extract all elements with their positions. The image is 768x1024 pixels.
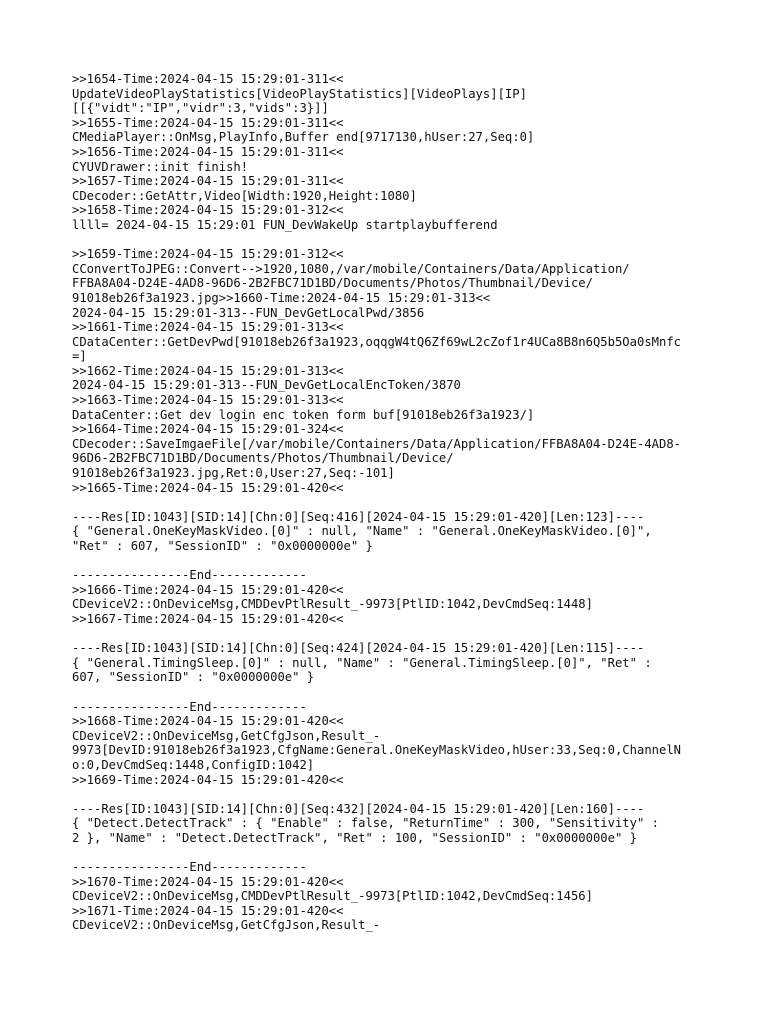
log-line: >>1664-Time:2024-04-15 15:29:01-324<< (72, 422, 344, 437)
log-line: ----Res[ID:1043][SID:14][Chn:0][Seq:416][2024-04-15 15:29:01-420][Len:123]---- (72, 509, 645, 524)
log-line: >>1654-Time:2024-04-15 15:29:01-311<< (72, 72, 344, 86)
log-line: >>1668-Time:2024-04-15 15:29:01-420<< (72, 714, 344, 729)
log-line: ----------------End------------- (72, 568, 307, 583)
log-line: >>1665-Time:2024-04-15 15:29:01-420<< (72, 480, 344, 495)
log-line: >>1661-Time:2024-04-15 15:29:01-313<< (72, 320, 344, 335)
log-line: 2024-04-15 15:29:01-313--FUN_DevGetLocalEncToken/3870 (72, 378, 461, 393)
log-line: { "Detect.DetectTrack" : { "Enable" : false, "ReturnTime" : 300, "Sensitivity" : (72, 816, 659, 831)
log-line: [[{"vidt":"IP","vidr":3,"vids":3}]] (72, 101, 329, 116)
log-line: 2024-04-15 15:29:01-313--FUN_DevGetLocalPwd/3856 (72, 305, 425, 320)
log-line: ----------------End------------- (72, 699, 307, 714)
log-line: >>1666-Time:2024-04-15 15:29:01-420<< (72, 582, 344, 597)
log-line: { "General.OneKeyMaskVideo.[0]" : null, "Name" : "General.OneKeyMaskVideo.[0]", (72, 524, 652, 539)
log-line: UpdateVideoPlayStatistics[VideoPlayStatistics][VideoPlays][IP] (72, 86, 527, 101)
log-line: >>1669-Time:2024-04-15 15:29:01-420<< (72, 772, 344, 787)
paragraph-gap (72, 685, 712, 700)
log-text-body (72, 72, 712, 933)
log-line: >>1671-Time:2024-04-15 15:29:01-420<< (72, 903, 344, 918)
log-line: CMediaPlayer::OnMsg,PlayInfo,Buffer end[9717130,hUser:27,Seq:0] (72, 130, 535, 145)
log-line: >>1670-Time:2024-04-15 15:29:01-420<< (72, 874, 344, 889)
paragraph-gap (72, 627, 712, 642)
paragraph-gap (72, 787, 712, 802)
log-line: { "General.TimingSleep.[0]" : null, "Name" : "General.TimingSleep.[0]", "Ret" : (72, 655, 652, 670)
log-line: CYUVDrawer::init finish! (72, 159, 249, 174)
log-line: CDecoder::SaveImgaeFile[/var/mobile/Containers/Data/Application/FFBA8A04-D24E-4AD8- (72, 436, 682, 451)
log-line: llll= 2024-04-15 15:29:01 FUN_DevWakeUp startplaybufferend (72, 217, 498, 232)
log-line: 91018eb26f3a1923.jpg>>1660-Time:2024-04-15 15:29:01-313<< (72, 290, 491, 305)
log-line: CConvertToJPEG::Convert-->1920,1080,/var/mobile/Containers/Data/Application/ (72, 261, 630, 276)
paragraph-gap (72, 495, 712, 510)
log-line: o:0,DevCmdSeq:1448,ConfigID:1042] (72, 757, 315, 772)
log-line: CDecoder::GetAttr,Video[Width:1920,Height:1080] (72, 188, 417, 203)
log-line: >>1667-Time:2024-04-15 15:29:01-420<< (72, 611, 344, 626)
log-line: 96D6-2B2FBC71D1BD/Documents/Photos/Thumbnail/Device/ (72, 451, 454, 466)
log-line: CDeviceV2::OnDeviceMsg,CMDDevPtlResult_-9973[PtlID:1042,DevCmdSeq:1448] (72, 597, 593, 612)
paragraph-gap (72, 233, 712, 248)
log-line: CDeviceV2::OnDeviceMsg,GetCfgJson,Result_- (72, 728, 381, 743)
log-line: CDeviceV2::OnDeviceMsg,CMDDevPtlResult_-9973[PtlID:1042,DevCmdSeq:1456] (72, 889, 593, 904)
paragraph-gap (72, 554, 712, 569)
log-line: 91018eb26f3a1923.jpg,Ret:0,User:27,Seq:-101] (72, 466, 395, 481)
log-line: 2 }, "Name" : "Detect.DetectTrack", "Ret" : 100, "SessionID" : "0x0000000e" } (72, 830, 637, 845)
log-line: 607, "SessionID" : "0x0000000e" } (72, 670, 315, 685)
log-line: >>1659-Time:2024-04-15 15:29:01-312<< (72, 247, 344, 262)
log-line: >>1657-Time:2024-04-15 15:29:01-311<< (72, 174, 344, 189)
log-line: "Ret" : 607, "SessionID" : "0x0000000e" } (72, 539, 373, 553)
log-line: CDataCenter::GetDevPwd[91018eb26f3a1923,oqqgW4tQ6Zf69wL2cZof1r4UCa8B8n6Q5b5Oa0sMnfc (72, 334, 682, 349)
log-line: CDeviceV2::OnDeviceMsg,GetCfgJson,Result_- (72, 918, 381, 933)
log-line: >>1658-Time:2024-04-15 15:29:01-312<< (72, 203, 344, 218)
log-line: FFBA8A04-D24E-4AD8-96D6-2B2FBC71D1BD/Documents/Photos/Thumbnail/Device/ (72, 276, 593, 291)
log-line: ----Res[ID:1043][SID:14][Chn:0][Seq:432][2024-04-15 15:29:01-420][Len:160]---- (72, 801, 645, 816)
log-line: DataCenter::Get dev login enc token form buf[91018eb26f3a1923/] (72, 407, 535, 422)
log-line: >>1655-Time:2024-04-15 15:29:01-311<< (72, 115, 344, 130)
log-line: >>1663-Time:2024-04-15 15:29:01-313<< (72, 393, 344, 408)
log-line: ----Res[ID:1043][SID:14][Chn:0][Seq:424][2024-04-15 15:29:01-420][Len:115]---- (72, 641, 645, 656)
log-line: >>1656-Time:2024-04-15 15:29:01-311<< (72, 144, 344, 159)
log-line: 9973[DevID:91018eb26f3a1923,CfgName:General.OneKeyMaskVideo,hUser:33,Seq:0,ChannelN (72, 743, 682, 758)
log-line: >>1662-Time:2024-04-15 15:29:01-313<< (72, 363, 344, 378)
log-line: ----------------End------------- (72, 860, 307, 875)
log-line: =] (72, 349, 87, 364)
paragraph-gap (72, 845, 712, 860)
